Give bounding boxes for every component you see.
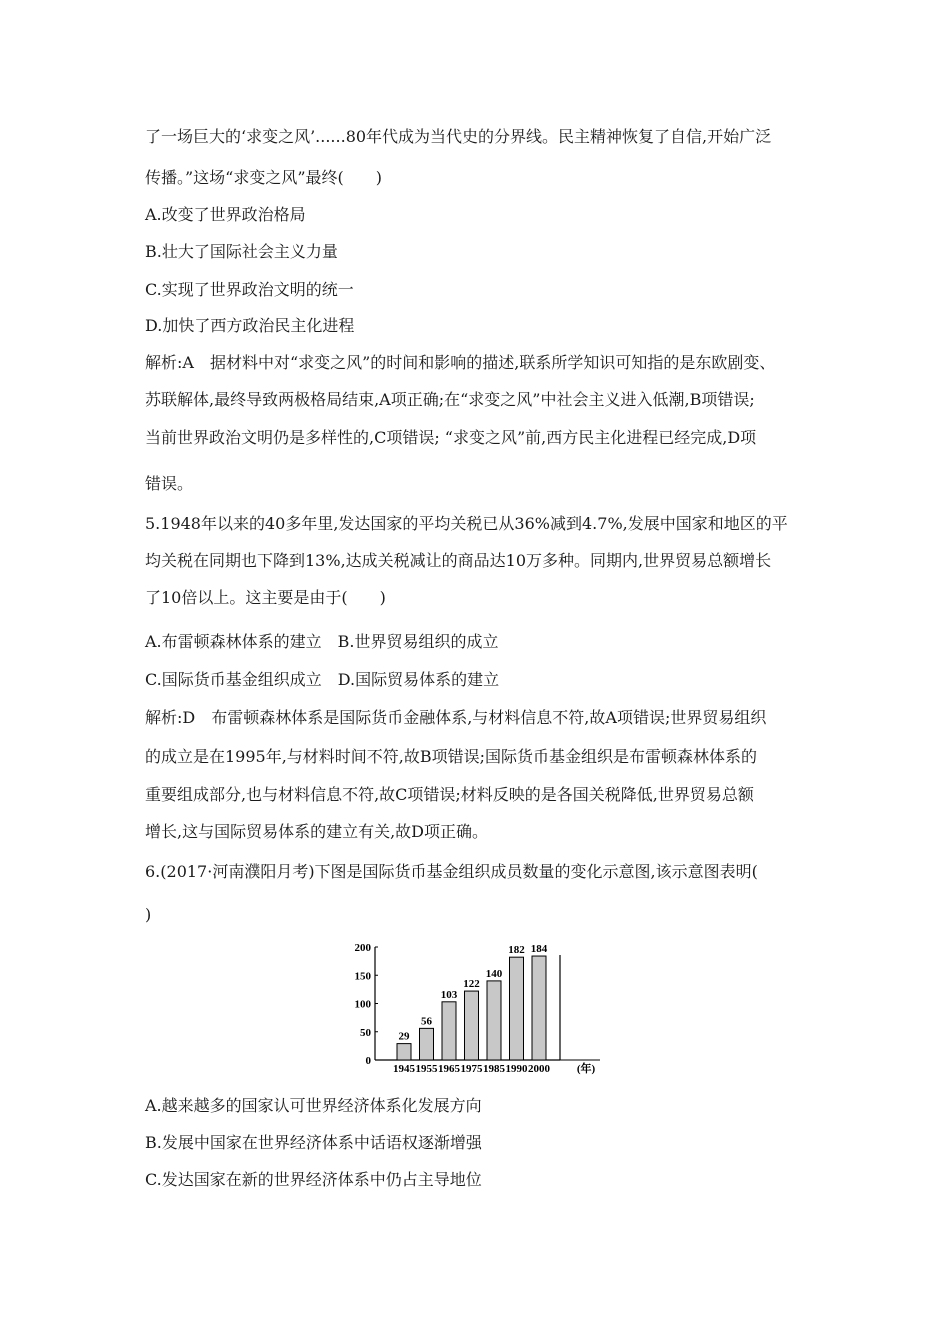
data-label: 184 xyxy=(530,943,548,956)
data-label: 182 xyxy=(508,944,525,957)
bar xyxy=(397,1044,411,1060)
bar xyxy=(465,991,479,1060)
bar xyxy=(487,981,501,1060)
q4-option-c: C.实现了世界政治文明的统一 xyxy=(145,280,354,299)
data-label: 122 xyxy=(463,978,480,991)
q4-option-d: D.加快了西方政治民主化进程 xyxy=(145,316,355,335)
x-tick-label: 1945 xyxy=(393,1063,415,1075)
data-label: 140 xyxy=(485,967,503,980)
y-tick-label: 200 xyxy=(354,942,371,954)
question5-stem-line1: 5.1948年以来的40多年里,发达国家的平均关税已从36%减到4.7%,发展中国家和地区的平 xyxy=(145,514,788,533)
y-tick-label: 150 xyxy=(354,970,371,983)
data-label: 56 xyxy=(421,1015,432,1028)
x-tick-label: 2000 xyxy=(528,1063,550,1075)
q5-analysis-line2: 的成立是在1995年,与材料时间不符,故B项错误;国际货币基金组织是布雷顿森林体系的 xyxy=(145,747,758,766)
bar xyxy=(442,1002,456,1060)
x-axis-label: (年) xyxy=(576,1063,596,1075)
question4-stem-line2: 传播。”这场“求变之风”最终( ) xyxy=(145,168,383,187)
q5-options-ab: A.布雷顿森林体系的建立 B.世界贸易组织的成立 xyxy=(145,632,499,651)
y-tick-label: 100 xyxy=(354,998,371,1011)
bar xyxy=(532,956,546,1060)
question6-stem-line2: ) xyxy=(145,905,152,924)
q5-analysis-line1: 解析:D 布雷顿森林体系是国际货币金融体系,与材料信息不符,故A项错误;世界贸易组织 xyxy=(145,708,767,727)
bar xyxy=(420,1028,434,1060)
data-label: 29 xyxy=(398,1030,410,1043)
x-tick-label: 1990 xyxy=(505,1063,528,1075)
question5-stem-line2: 均关税在同期也下降到13%,达成关税减让的商品达10万多种。同期内,世界贸易总额增长 xyxy=(145,551,772,570)
imf-members-chart xyxy=(340,935,610,1075)
data-label: 103 xyxy=(440,988,458,1001)
q5-analysis-line4: 增长,这与国际贸易体系的建立有关,故D项正确。 xyxy=(145,822,489,841)
q4-analysis-line3: 当前世界政治文明仍是多样性的,C项错误; “求变之风”前,西方民主化进程已经完成,D项 xyxy=(145,428,757,447)
question4-stem-line1: 了一场巨大的‘求变之风’......80年代成为当代史的分界线。民主精神恢复了自信,开始广泛 xyxy=(145,127,772,146)
x-tick-label: 1985 xyxy=(483,1063,505,1075)
question5-stem-line3: 了10倍以上。这主要是由于( ) xyxy=(145,588,386,607)
y-tick-label: 0 xyxy=(365,1055,371,1067)
q4-analysis-line1: 解析:A 据材料中对“求变之风”的时间和影响的描述,联系所学知识可知指的是东欧剧变、 xyxy=(145,353,776,372)
q4-option-b: B.壮大了国际社会主义力量 xyxy=(145,242,338,261)
chart-svg xyxy=(340,935,610,1075)
q4-option-a: A.改变了世界政治格局 xyxy=(145,205,306,224)
y-tick-label: 50 xyxy=(360,1026,371,1039)
x-tick-label: 1955 xyxy=(415,1063,438,1075)
bar xyxy=(510,957,524,1060)
q5-options-cd: C.国际货币基金组织成立 D.国际贸易体系的建立 xyxy=(145,670,500,689)
question6-stem-line1: 6.(2017·河南濮阳月考)下图是国际货币基金组织成员数量的变化示意图,该示意图表明( xyxy=(145,862,758,881)
q6-option-a: A.越来越多的国家认可世界经济体系化发展方向 xyxy=(145,1096,482,1115)
q6-option-b: B.发展中国家在世界经济体系中话语权逐渐增强 xyxy=(145,1133,482,1152)
x-tick-label: 1975 xyxy=(460,1063,483,1075)
q4-analysis-line4: 错误。 xyxy=(145,474,194,493)
q4-analysis-line2: 苏联解体,最终导致两极格局结束,A项正确;在“求变之风”中社会主义进入低潮,B项错误; xyxy=(145,390,755,409)
q6-option-c: C.发达国家在新的世界经济体系中仍占主导地位 xyxy=(145,1170,482,1189)
x-tick-label: 1965 xyxy=(438,1063,460,1075)
q5-analysis-line3: 重要组成部分,也与材料信息不符,故C项错误;材料反映的是各国关税降低,世界贸易总额 xyxy=(145,785,754,804)
